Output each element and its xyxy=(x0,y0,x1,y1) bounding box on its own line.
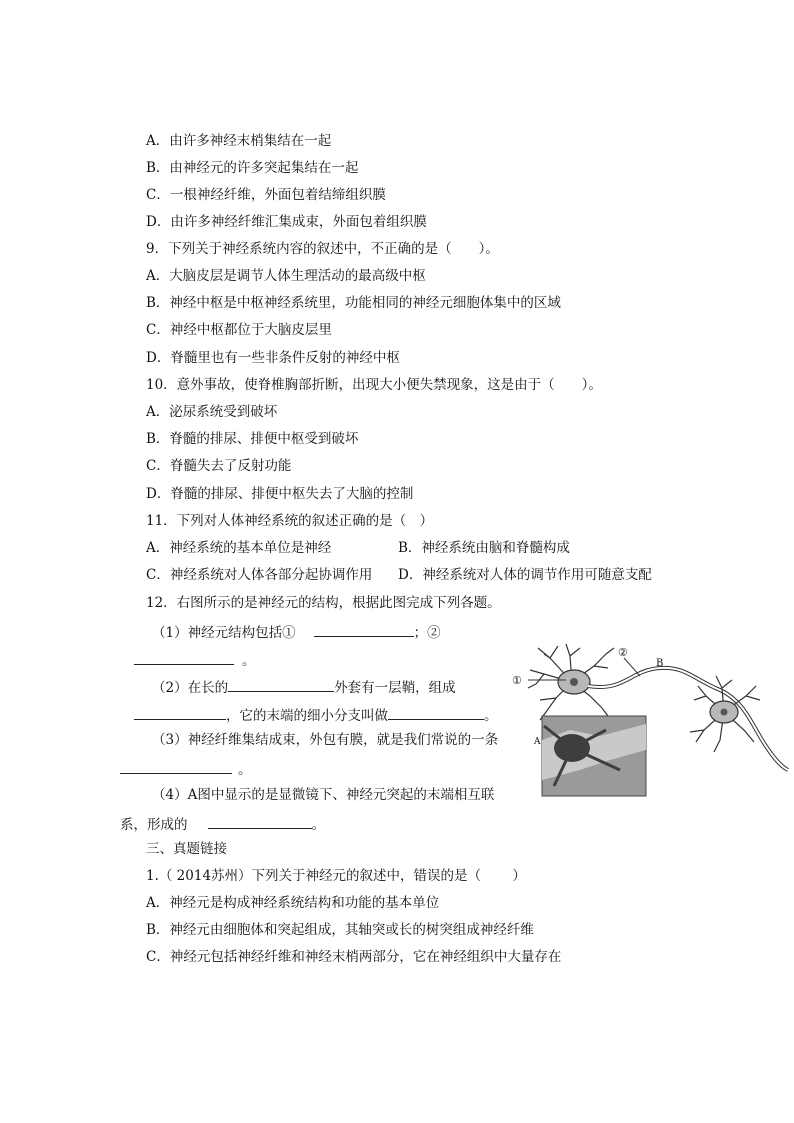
q8-option-a: A．由许多神经末梢集结在一起 xyxy=(146,133,332,149)
nucleus-right xyxy=(721,709,728,716)
q9-stem: 9．下列关于神经系统内容的叙述中，不正确的是（ ）。 xyxy=(146,241,499,257)
q11-stem: 11．下列对人体神经系统的叙述正确的是（ ） xyxy=(146,513,434,529)
label-a: A xyxy=(534,737,541,747)
q11-option-b: B．神经系统由脑和脊髓构成 xyxy=(398,540,570,556)
q12-stem: 12．右图所示的是神经元的结构，根据此图完成下列各题。 xyxy=(146,595,501,611)
q12-part1-mid: ；② xyxy=(413,625,441,641)
blank-7[interactable] xyxy=(208,813,312,829)
label-b: B xyxy=(656,658,664,669)
q11-option-d: D．神经系统对人体的调节作用可随意支配 xyxy=(398,567,652,583)
q8-option-c: C．一根神经纤维，外面包着结缔组织膜 xyxy=(146,187,386,203)
q10-option-d: D．脊髓的排尿、排便中枢失去了大脑的控制 xyxy=(146,486,414,502)
q12-part3: （3）神经纤维集结成束，外包有膜，就是我们常说的一条 xyxy=(152,732,499,748)
q12-part3-end: 。 xyxy=(238,762,252,778)
q9-option-d: D．脊髓里也有一些非条件反射的神经中枢 xyxy=(146,350,400,366)
q11-option-a: A．神经系统的基本单位是神经 xyxy=(146,540,332,556)
q12-part2-end: 。 xyxy=(484,708,498,724)
section3-q1-option-a: A．神经元是构成神经系统结构和功能的基本单位 xyxy=(146,895,440,911)
neuron-figure xyxy=(510,640,790,800)
q12-part4-cont xyxy=(120,813,325,834)
q9-option-c: C．神经中枢都位于大脑皮层里 xyxy=(146,322,332,338)
section3-q1-option-b: B．神经元由细胞体和突起组成，其轴突或长的树突组成神经纤维 xyxy=(146,922,534,938)
pointer-line-2 xyxy=(624,658,640,676)
q12-part3-cont xyxy=(120,758,252,779)
q12-part4-end: 。 xyxy=(311,817,325,833)
nucleus-left xyxy=(570,678,578,686)
q8-option-d: D．由许多神经纤维汇集成束，外面包着组织膜 xyxy=(146,214,427,230)
q9-option-b: B．神经中枢是中枢神经系统里，功能相同的神经元细胞体集中的区域 xyxy=(146,295,561,311)
q12-part1-cont xyxy=(134,649,256,670)
section3-title: 三、真题链接 xyxy=(146,841,227,857)
blank-2[interactable] xyxy=(134,649,234,665)
q12-part2-text: （2）在长的 xyxy=(152,680,229,696)
q12-part2-cont xyxy=(134,704,498,725)
label-1: ① xyxy=(512,674,522,687)
q9-option-a: A．大脑皮层是调节人体生理活动的最高级中枢 xyxy=(146,268,426,284)
q12-part1-text: （1）神经元结构包括① xyxy=(152,625,296,641)
q10-option-a: A．泌尿系统受到破坏 xyxy=(146,404,278,420)
blank-4[interactable] xyxy=(134,704,226,720)
blank-6[interactable] xyxy=(120,758,232,774)
q11-option-c: C．神经系统对人体各部分起协调作用 xyxy=(146,567,373,583)
section3-q1-stem: 1.（ 2014苏州）下列关于神经元的叙述中，错误的是（ ） xyxy=(146,868,526,884)
blank-1[interactable] xyxy=(314,621,414,637)
q12-part4-text: 系，形成的 xyxy=(120,817,188,833)
section3-q1-option-c: C．神经元包括神经纤维和神经末梢两部分，它在神经组织中大量存在 xyxy=(146,949,562,965)
label-2: ② xyxy=(618,646,628,659)
q12-part2 xyxy=(152,676,456,697)
q12-part2-mid2: ，它的末端的细小分支叫做 xyxy=(226,708,388,724)
q12-part1-end: 。 xyxy=(242,653,256,669)
q12-part1 xyxy=(152,621,441,642)
q10-stem: 10．意外事故，使脊椎胸部折断，出现大小便失禁现象，这是由于（ ）。 xyxy=(146,377,602,393)
q12-part2-mid: 外套有一层鞘，组成 xyxy=(334,680,456,696)
blank-5[interactable] xyxy=(388,704,484,720)
blank-3[interactable] xyxy=(228,676,334,692)
q8-option-b: B．由神经元的许多突起集结在一起 xyxy=(146,160,359,176)
q10-option-b: B．脊髓的排尿、排便中枢受到破坏 xyxy=(146,431,359,447)
q12-part4: （4）A图中显示的是显微镜下、神经元突起的末端相互联 xyxy=(152,787,495,803)
q10-option-c: C．脊髓失去了反射功能 xyxy=(146,458,292,474)
